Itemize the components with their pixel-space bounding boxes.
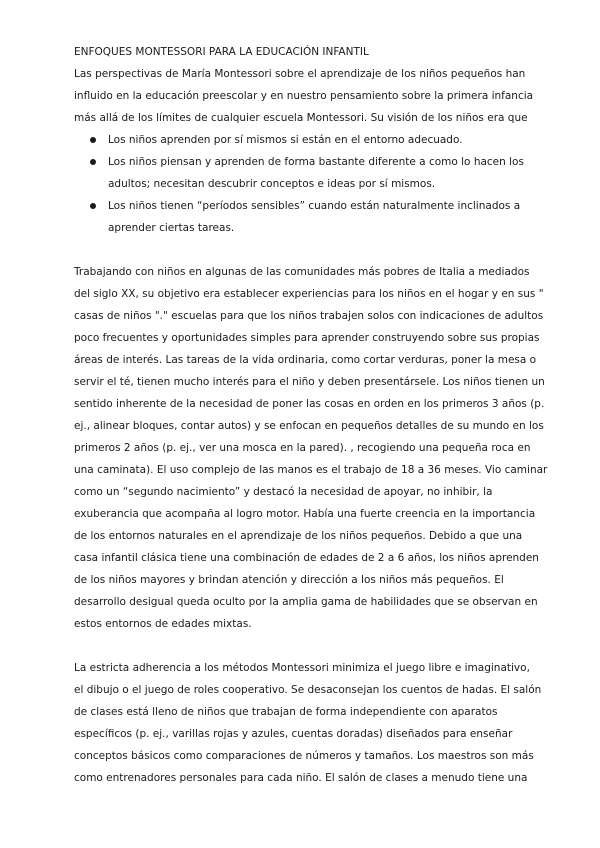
paragraph-spacer [74,635,526,657]
text-line: más allá de los límites de cualquier escuela Montessori. Su visión de los niños era que [74,112,528,124]
intro-paragraph [74,63,534,129]
bullet-item [74,151,526,195]
text-line: Las perspectivas de María Montessori sobre el aprendizaje de los niños pequeños han [74,68,526,80]
text-line: específicos (p. ej., varillas rojas y azules, cuentas doradas) diseñados para enseñar [74,728,513,740]
text-line: de los entornos naturales en el aprendizaje de los niños pequeños. Debido a que una [74,530,523,542]
text-line: áreas de interés. Las tareas de la vida ordinaria, como cortar verduras, poner la mesa o [74,354,537,366]
body-paragraph-3 [74,657,542,789]
text-line: del siglo XX, su objetivo era establecer experiencias para los niños en el hogar y en sus " [74,288,544,300]
paragraph-spacer [74,239,526,261]
bullet-list [74,129,526,239]
text-line: adultos; necesitan descubrir conceptos e ideas por sí mismos. [108,178,436,190]
text-line: conceptos básicos como comparaciones de números y tamaños. Los maestros son más [74,750,534,762]
text-line: sentido inherente de la necesidad de poner las cosas en orden en los primeros 3 años (p. [74,398,545,410]
text-line: aprender ciertas tareas. [108,222,235,234]
text-line: casa infantil clásica tiene una combinación de edades de 2 a 6 años, los niños aprenden [74,552,539,564]
text-line: de clases está lleno de niños que trabajan de forma independiente con aparatos [74,706,498,718]
text-line: como un “segundo nacimiento” y destacó la necesidad de apoyar, no inhibir, la [74,486,493,498]
bullet-dot-icon [90,203,96,209]
text-line: desarrollo desigual queda oculto por la amplia gama de habilidades que se observan en [74,596,538,608]
document-body [74,41,548,789]
text-line: Los niños aprenden por sí mismos si están en el entorno adecuado. [108,134,463,146]
document-title: ENFOQUES MONTESSORI PARA LA EDUCACIÓN INFANTIL [74,46,369,58]
text-line: servir el té, tienen mucho interés para el niño y deben presentársele. Los niños tienen un [74,376,545,388]
text-line: el dibujo o el juego de roles cooperativo. Se desaconsejan los cuentos de hadas. El salón [74,684,542,696]
text-line: La estricta adherencia a los métodos Montessori minimiza el juego libre e imaginativo, [74,662,530,674]
text-line: primeros 2 años (p. ej., ver una mosca en la pared). , recogiendo una pequeña roca en [74,442,531,454]
text-line: una caminata). El uso complejo de las manos es el trabajo de 18 a 36 meses. Vio caminar [74,464,548,476]
text-line: como entrenadores personales para cada niño. El salón de clases a menudo tiene una [74,772,528,784]
body-paragraph-2 [74,261,548,635]
text-line: exuberancia que acompaña al logro motor. Había una fuerte creencia en la importancia [74,508,536,520]
text-line: Trabajando con niños en algunas de las comunidades más pobres de Italia a mediados [74,266,530,278]
text-line: ej., alinear bloques, contar autos) y se enfocan en pequeños detalles de su mundo en los [74,420,544,432]
text-line: estos entornos de edades mixtas. [74,618,252,630]
bullet-dot-icon [90,137,96,143]
text-line: Los niños piensan y aprenden de forma bastante diferente a como lo hacen los [108,156,524,168]
bullet-dot-icon [90,159,96,165]
text-line: casas de niños "." escuelas para que los niños trabajen solos con indicaciones de adultos [74,310,544,322]
text-line: poco frecuentes y oportunidades simples para aprender construyendo sobre sus propias [74,332,540,344]
text-line: de los niños mayores y brindan atención y dirección a los niños más pequeños. El [74,574,504,586]
text-line: influido en la educación preescolar y en nuestro pensamiento sobre la primera infancia [74,90,534,102]
text-line: Los niños tienen “períodos sensibles” cuando están naturalmente inclinados a [108,200,521,212]
bullet-item [74,195,526,239]
bullet-item [74,129,526,151]
